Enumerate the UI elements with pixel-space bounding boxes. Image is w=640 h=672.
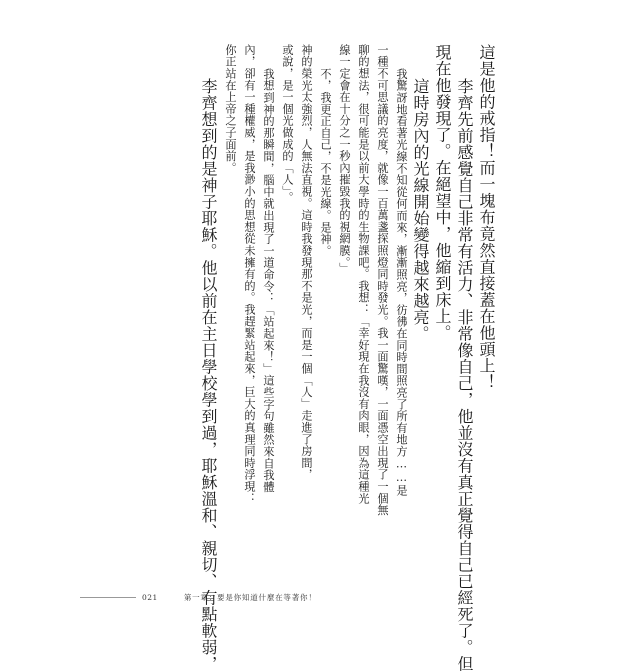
page-footer (80, 592, 317, 603)
text-column-1: 這是他的戒指！而一塊布竟然直接蓋在他頭上！ (477, 44, 496, 391)
text-column-3: 現在他發現了。在絕望中，他縮到床上。 (433, 44, 452, 341)
text-column-2: 李齊先前感覺自己非常有活力、非常像自己，他並沒有真正覺得自己已經死了。但 (455, 78, 474, 672)
quote-column-9: 內，卻有一種權威，是我渺小的思想從未擁有的。我趕緊站起來，巨大的真理同時浮現： (243, 44, 256, 505)
quote-column-5: 不，我更正自己，不是光線。是神。 (319, 68, 332, 257)
quote-column-10: 你正站在上帝之子面前。 (224, 44, 237, 174)
quote-column-2: 一種不可思議的亮度，就像一百萬盞探照燈同時發光。我一面驚嘆，一面憑空出現了一個無 (376, 44, 389, 516)
quote-column-7: 或說，是一個光做成的「人」。 (281, 44, 294, 204)
quote-column-8: 我想到神的那瞬間，腦中就出現了一道命令：「站起來！」這些字句雖然來自我體 (262, 68, 275, 493)
text-column-4: 這時房內的光線開始變得越來越亮。 (411, 78, 430, 342)
quote-column-4: 線一定會在十分之一秒內摧毀我的視網膜。」 (338, 44, 351, 275)
text-column-5: 李齊想到的是神子耶穌。他以前在主日學校學到過，耶穌溫和、親切、有點軟弱， (199, 78, 218, 672)
quote-column-1: 我驚訝地看著光線不知從何而來，漸漸照亮，彷彿在同時間照亮了所有地方……是 (395, 68, 408, 497)
footer-rule (80, 597, 136, 598)
quote-column-3: 聊的想法，很可能是以前大學時的生物課吧。我想：「幸好現在我沒有肉眼，因為這種光 (357, 44, 370, 505)
quote-column-6: 神的榮光太強烈，人無法直視。這時我發現那不是光，而是一個「人」走進了房間， (300, 44, 313, 481)
page-number: 021 (142, 593, 158, 602)
running-head: 第一章：要是你知道什麼在等著你！ (183, 593, 317, 602)
